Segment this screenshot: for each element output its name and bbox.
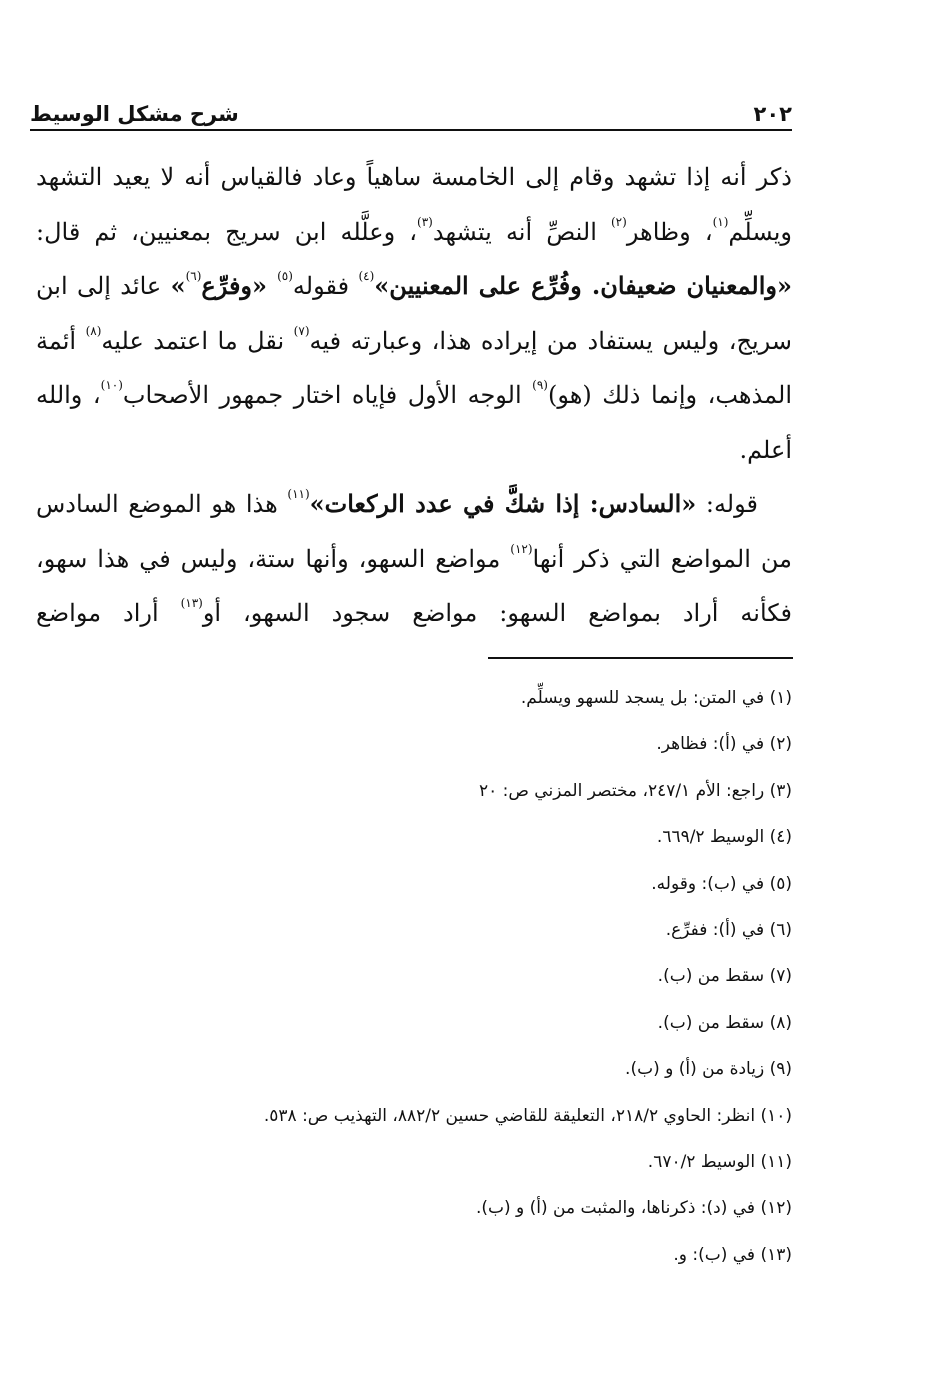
footnote-ref[interactable]: (١٠)	[100, 378, 123, 392]
footnote-item: (١١) الوسيط ٦٧٠/٢.	[647, 1151, 792, 1172]
page-number: ٢٠٢	[753, 102, 792, 126]
text-run: ، وظاهر	[626, 217, 713, 246]
footnote-ref[interactable]: (١٢)	[510, 541, 533, 556]
main-text	[36, 150, 792, 641]
footnote-ref[interactable]: (٩)	[532, 378, 548, 392]
footnote-ref[interactable]: (٦)	[185, 269, 202, 283]
footnote-item: (٢) في (أ): فظاهر.	[656, 734, 792, 755]
footnote-item: (٩) زيادة من (أ) و (ب).	[625, 1059, 792, 1080]
quoted-text: «السادس: إذا شكَّ في عدد الركعات»	[309, 489, 697, 518]
text-run: فقوله	[292, 272, 359, 300]
text-run: الوجه الأول فإياه اختار جمهور الأصحاب	[122, 381, 533, 409]
text-run: هذا هو الموضع السادس من المواضع التي ذكر أنها	[36, 490, 792, 573]
footnote-ref[interactable]: (١)	[712, 214, 729, 229]
footnote-item: (٥) في (ب): وقوله.	[651, 873, 792, 894]
footnotes	[40, 675, 792, 1278]
quoted-text: »	[170, 271, 186, 300]
text-run: ، وعلَّله ابن سريج بمعنيين، ثم قال:	[36, 217, 418, 246]
footnote-ref[interactable]: (٢)	[610, 214, 627, 229]
text-run: أراد مواضع	[36, 599, 181, 627]
quoted-text: «وفرِّع	[201, 271, 278, 300]
text-run: أئمة المذهب، وإنما ذلك (هو)	[36, 326, 792, 409]
footnote-item: (٣) راجع: الأم ٢٤٧/١، مختصر المزني ص: ٢٠	[478, 780, 792, 801]
quoted-text: «والمعنيان ضعيفان. وفُرِّع على المعنيين»	[374, 271, 792, 300]
footnote-item: (١) في المتن: بل يسجد للسهو ويسلِّم.	[520, 688, 792, 708]
paragraph	[36, 477, 792, 641]
footnote-ref[interactable]: (٤)	[358, 269, 375, 283]
footnote-item: (١٢) في (د): ذكرناها، والمثبت من (أ) و (ب).	[475, 1198, 792, 1219]
text-run: ذكر أنه إذا تشهد وقام إلى الخامسة ساهياً وعاد فالقياس أنه لا يعيد التشهد ويسلِّم	[36, 163, 793, 246]
footnote-item: (٦) في (أ): ففرِّع.	[665, 919, 792, 940]
text-run: عائد إلى ابن سريج، وليس يستفاد من إيراده هذا، وعبارته فيه	[36, 272, 792, 355]
footnote-ref[interactable]: (٧)	[293, 323, 310, 338]
text-run: قوله:	[696, 490, 758, 518]
footnote-divider	[488, 657, 793, 659]
footnote-ref[interactable]: (١١)	[287, 487, 310, 501]
text-run: مواضع السهو، وأنها ستة، وليس في هذا سهو، فكأنه أراد بمواضع السهو: مواضع سجود السهو، أو	[36, 544, 792, 627]
page-header	[30, 92, 792, 126]
footnote-ref[interactable]: (٨)	[85, 323, 102, 338]
footnote-item: (١٠) انظر: الحاوي ٢١٨/٢، التعليقة للقاضي حسين ٨٨٢/٢، التهذيب ص: ٥٣٨.	[263, 1105, 792, 1126]
header-divider	[30, 129, 792, 131]
running-title: شرح مشكل الوسيط	[30, 102, 239, 126]
footnote-item: (١٣) في (ب): و.	[673, 1244, 792, 1265]
footnote-item: (٤) الوسيط ٦٦٩/٢.	[656, 827, 792, 848]
text-run: ، والله أعلم.	[36, 381, 792, 464]
footnote-ref[interactable]: (٣)	[417, 214, 433, 229]
text-run: النصِّ أنه يتشهد	[432, 217, 611, 246]
footnote-item: (٧) سقط من (ب).	[657, 966, 792, 987]
text-run: نقل ما اعتمد عليه	[101, 326, 294, 355]
footnote-ref[interactable]: (١٣)	[180, 596, 203, 610]
paragraph	[36, 150, 792, 477]
footnote-item: (٨) سقط من (ب).	[657, 1012, 792, 1033]
footnote-ref[interactable]: (٥)	[277, 269, 293, 283]
